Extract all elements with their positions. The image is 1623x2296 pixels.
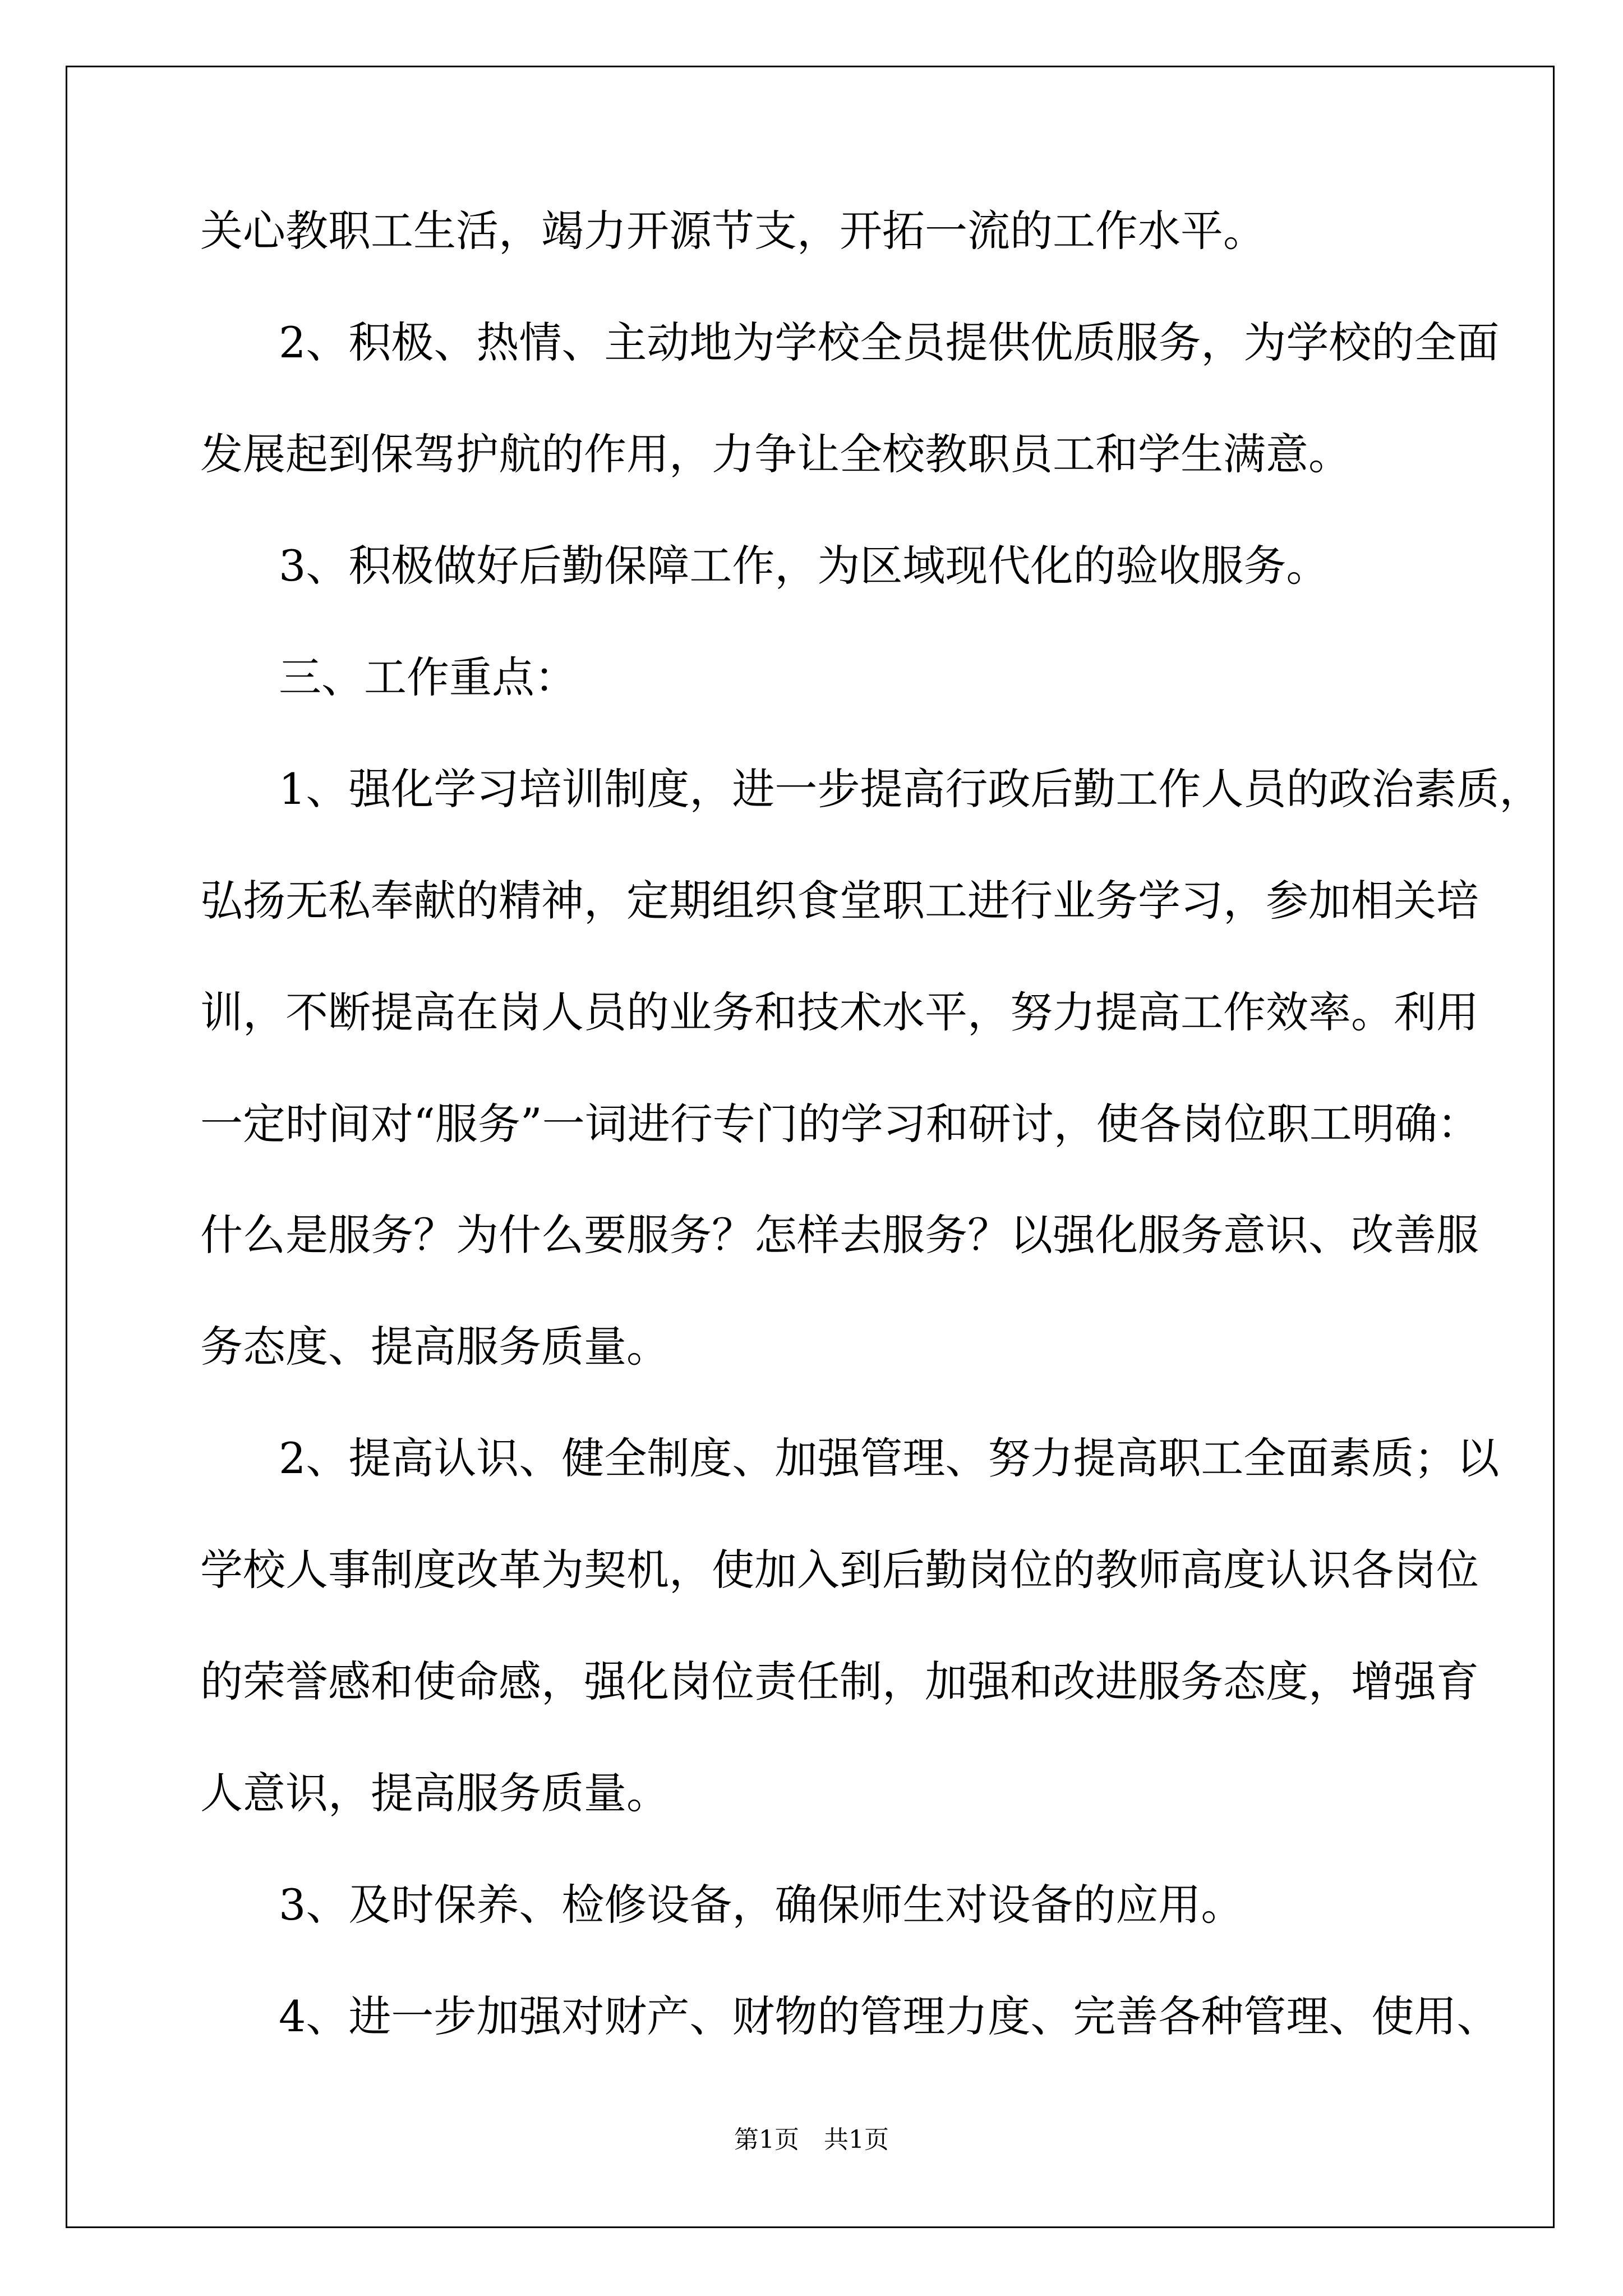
paragraph-line: 关心教职工生活，竭力开源节支，开拓一流的工作水平。 [200,206,1266,256]
paragraph-line: 发展起到保驾护航的作用，力争让全校教职员工和学生满意。 [200,429,1351,479]
paragraph-line: 3、积极做好后勤保障工作，为区域现代化的验收服务。 [279,541,1329,591]
page-footer: 第1页 共1页 [734,2125,889,2154]
paragraph-line: 2、积极、热情、主动地为学校全员提供优质服务，为学校的全面 [279,318,1500,367]
paragraph-line: 学校人事制度改革为契机，使加入到后勤岗位的教师高度认识各岗位 [200,1545,1479,1595]
paragraph-line: 4、进一步加强对财产、财物的管理力度、完善各种管理、使用、 [279,1991,1500,2041]
paragraph-line: 弘扬无私奉献的精神，定期组织食堂职工进行业务学习，参加相关培 [200,876,1479,926]
paragraph-line: 的荣誉感和使命感，强化岗位责任制，加强和改进服务态度，增强育 [200,1657,1479,1706]
paragraph-line: 训，不断提高在岗人员的业务和技术水平，努力提高工作效率。利用 [200,987,1479,1037]
paragraph-line: 什么是服务？为什么要服务？怎样去服务？以强化服务意识、改善服 [200,1210,1479,1260]
paragraph-line: 3、及时保养、检修设备，确保师生对设备的应用。 [279,1880,1244,1930]
section-heading: 三、工作重点： [279,652,577,702]
paragraph-line: 1、强化学习培训制度，进一步提高行政后勤工作人员的政治素质， [279,764,1542,814]
paragraph-line: 一定时间对“服务”一词进行专门的学习和研讨，使各岗位职工明确： [200,1099,1480,1149]
paragraph-line: 人意识，提高服务质量。 [200,1768,669,1818]
paragraph-line: 务态度、提高服务质量。 [200,1322,669,1372]
paragraph-line: 2、提高认识、健全制度、加强管理、努力提高职工全面素质；以 [279,1433,1500,1483]
